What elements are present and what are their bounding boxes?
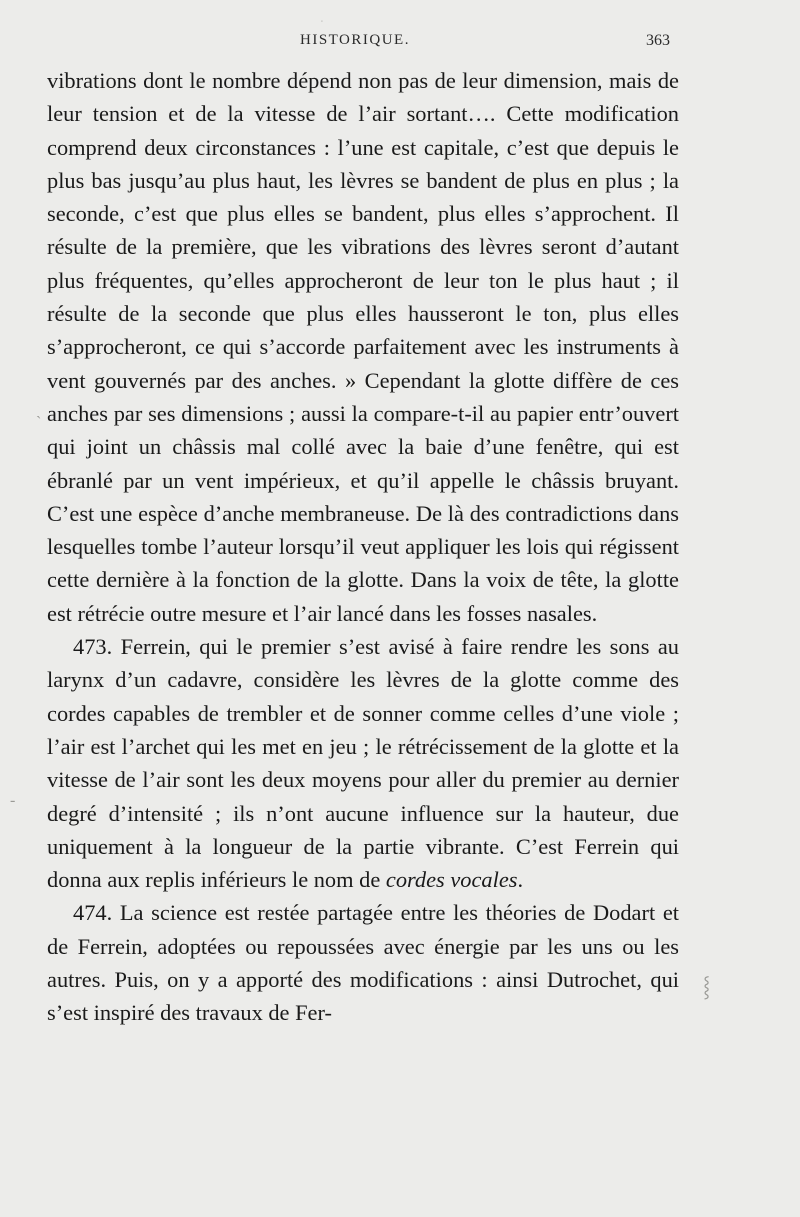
margin-tick-icon: ‐ [10,792,16,809]
paragraph-text: Ferrein, qui le premier s’est avisé à faire rendre les sons au larynx d’un cadavre, considère les lèvres de la glotte comme des cordes capables de trembler et de sonner comme celles d’une viole ; l’air est l’archet qui les met en jeu ; le rétrécissement de la glotte et la vitesse de l’air sont les deux moyens pour aller du premier au dernier degré d’intensité ; ils n’ont aucune influence sur la hauteur, due uniquement à la longueur de la partie vibrante. C’est Ferrein qui donna aux replis inférieurs le nom de [47,634,679,893]
margin-scribble-icon: ⸾ [703,976,711,998]
page-number: 363 [646,32,670,49]
paragraph-473 [47,630,679,896]
paragraph-number: 473. [73,634,113,660]
paragraph-474 [47,896,679,1029]
show-through-text: .⁠ [320,10,324,26]
paragraph-text: vibrations dont le nombre dépend non pas de leur dimension, mais de leur tension et de la vitesse de l’air sortant…. Cette modification comprend deux circonstances : l’une est capitale, c’est que depuis le plus bas jusqu’au plus haut, les lèvres se bandent de plus en plus ; la seconde, c’est que plus elles se bandent, plus elles s’approchent. Il résulte de la première, que les vibrations des lèvres seront d’autant plus fréquentes, qu’elles approcheront de leur ton le plus haut ; il résulte de la seconde que plus elles hausseront le ton, plus elles s’approcheront, ce qui s’accorde parfaitement avec les instruments à vent gouvernés par des anches. » Cependant la glotte diffère de ces anches par ses dimensions ; aussi la compare-t-il au papier entr’ouvert qui joint un châssis mal collé avec la baie d’une fenêtre, qui est ébranlé par un vent impérieux, et qu’il appelle le châssis bruyant. C’est une espèce d’anche membraneuse. De là des contradictions dans lesquelles tombe l’auteur lorsqu’il veut appliquer les lois qui régissent cette dernière à la fonction de la glotte. Dans la voix de tête, la glotte est rétrécie outre mesure et l’air lancé dans les fosses nasales. [47,68,679,626]
paragraph-end-punctuation: . [517,867,524,893]
margin-dot-icon: ˏ [36,402,42,419]
paragraph-continued [47,64,679,630]
italic-term: cordes vocales [385,867,518,893]
paragraph-text: La science est restée partagée entre les théories de Dodart et de Ferrein, adoptées ou repoussées avec énergie par les uns ou les autres. Puis, on y a apporté des modifications : ainsi Dutrochet, qui s’est inspiré des travaux de Fer- [47,900,679,1026]
paragraph-number: 474. [73,900,113,926]
running-title: HISTORIQUE. [300,32,410,48]
body-text [47,64,679,1030]
